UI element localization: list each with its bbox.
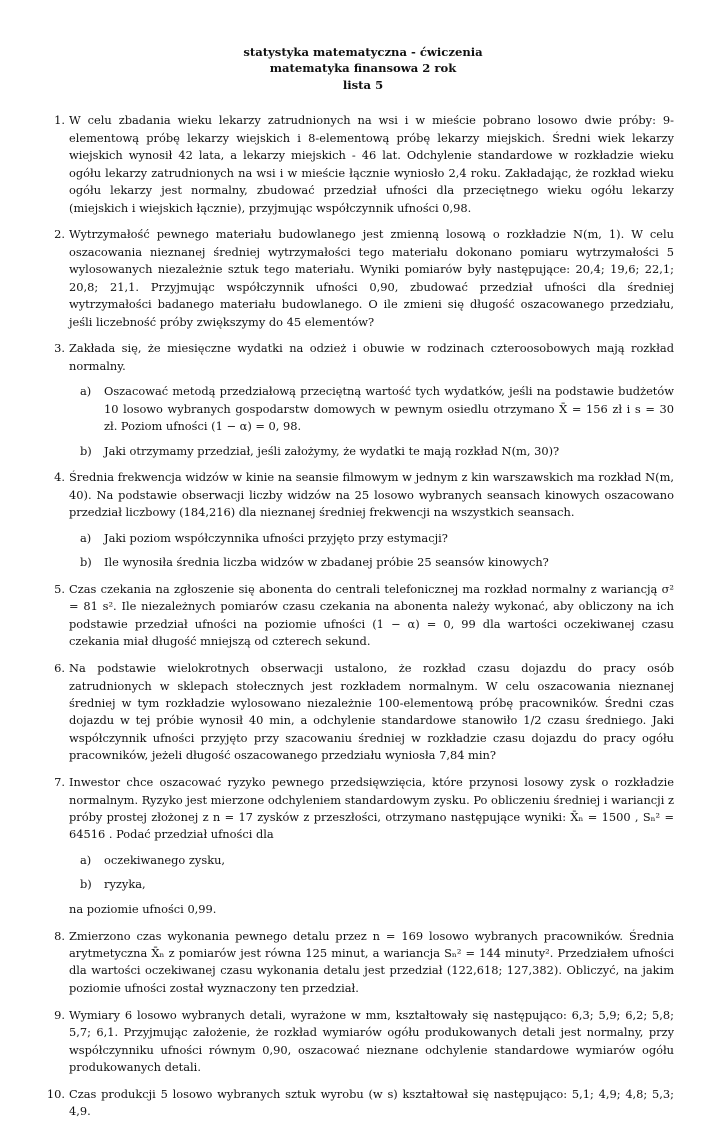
problem-tail-text: na poziomie ufności 0,99.: [69, 901, 217, 916]
problem-number: 7.: [54, 775, 65, 790]
subquestion-a: [69, 383, 674, 435]
subquestion-list: [69, 852, 674, 894]
problem-text: Wytrzymałość pewnego materiału budowlanego jest zmienną losową o rozkładzie N(m, 1). W celu oszacowania nieznanej średniej wytrzymałości tego materiału dokonano pomiaru wytrzymałości 5 wylosowanych niezależnie sztuk tego materiału. Wyniki pomiarów były następujące: 20,4; 19,6; 22,1; 20,8; 21,1. Przyjmując współczynnik ufności 0,90, zbudować przedział ufności dla średniej wytrzymałości badanego materiału budowlanego. O ile zmieni się długość oszacowanego przedziału, jeśli liczebność próby zwiększymy do 45 elementów?: [69, 227, 674, 329]
subquestion-text: oczekiwanego zysku,: [104, 852, 226, 867]
exercise-sheet: [46, 44, 674, 1130]
problem-text: Zakłada się, że miesięczne wydatki na odzież i obuwie w rodzinach czteroosobowych mają rozkład normalny.: [69, 341, 674, 373]
problem-list: [46, 112, 674, 1120]
subquestion-b: [69, 554, 674, 571]
subquestion-label: a): [80, 384, 92, 399]
problem-text: Na podstawie wielokrotnych obserwacji ustalono, że rozkład czasu dojazdu do pracy osób zatrudnionych w sklepach stołecznych jest rozkładem normalnym. W celu oszacowania nieznanej średniej w tym rozkładzie wylosowano niezależnie 100-elementową próbę pracowników. Średni czas dojazdu w tej próbie wynosił 40 min, a odchylenie standardowe stanowiło 1/2 czasu średniego. Jaki współczynnik ufności przyjęto przy szacowaniu średniej w rozkładzie czasu dojazdu do pracy ogółu pracowników, jeżeli długość oszacowanego przedziału wyniosła 7,84 min?: [69, 661, 674, 763]
problem-6: [52, 660, 674, 765]
problem-9: [52, 1007, 674, 1077]
problem-text: Średnia frekwencja widzów w kinie na seansie filmowym w jednym z kin warszawskich ma rozkład N(m, 40). Na podstawie obserwacji liczby widzów na 25 losowo wybranych seansach kinowych oszacowano przedział liczbowy (184,216) dla nieznanej średniej frekwencji na wszystkich seansach.: [69, 470, 674, 520]
problem-text: W celu zbadania wieku lekarzy zatrudnionych na wsi i w mieście pobrano losowo dwie próby: 9-elementową próbę lekarzy wiejskich i 8-elementową próbę lekarzy miejskich. Średni wiek lekarzy wiejskich wynosił 42 lata, a lekarzy miejskich - 46 lat. Odchylenie standardowe w rozkładzie wieku ogółu lekarzy zatrudnionych na wsi i w mieście łącznie wyniosło 2,4 roku. Zakładając, że rozkład wieku ogółu lekarzy jest normalny, zbudować przedział ufności dla przeciętnego wieku ogółu lekarzy (miejskich i wiejskich łącznie), przyjmując współczynnik ufności 0,98.: [69, 113, 674, 215]
problem-text: Czas produkcji 5 losowo wybranych sztuk wyrobu (w s) kształtował się następująco: 5,1; 4,9; 4,8; 5,3; 4,9.: [69, 1086, 674, 1119]
problem-4: [52, 469, 674, 571]
problem-text: Inwestor chce oszacować ryzyko pewnego przedsięwzięcia, które przynosi losowy zysk o rozkładzie normalnym. Ryzyko jest mierzone odchyleniem standardowym zysku. Po obliczeniu średniej i wariancji z próby prostej złożonej z n = 17 zysków z przeszłości, otrzymano następujące wyniki: X̄ₙ = 1500 , Sₙ² = 64516 . Podać przedział ufności dla: [69, 775, 674, 842]
program-title: matematyka finansowa 2 rok: [269, 61, 457, 76]
problem-number: 9.: [54, 1007, 65, 1022]
problem-8: [52, 928, 674, 998]
course-title: statystyka matematyczna - ćwiczenia: [243, 45, 483, 59]
problem-number: 1.: [54, 113, 65, 128]
problem-3: [52, 340, 674, 460]
problem-7: [52, 774, 674, 918]
problem-text: Zmierzono czas wykonania pewnego detalu przez n = 169 losowo wybranych pracowników. Średnia arytmetyczna X̄ₙ z pomiarów jest równa 125 minut, a wariancja Sₙ² = 144 minuty². Przedziałem ufności dla wartości oczekiwanej czasu wykonania detalu jest przedział (122,618; 127,382). Obliczyć, na jakim poziomie ufności został wyznaczony ten przedział.: [69, 928, 674, 995]
subquestion-text: Oszacować metodą przedziałową przeciętną wartość tych wydatków, jeśli na podstawie budżetów 10 losowo wybranych gospodarstw domowych w pewnym osiedlu otrzymano X̄ = 156 zł i s = 30 zł. Poziom ufności (1 − α) = 0, 98.: [104, 384, 674, 434]
problem-text: Wymiary 6 losowo wybranych detali, wyrażone w mm, kształtowały się następująco: 6,3; 5,9; 6,2; 5,8; 5,7; 6,1. Przyjmując założenie, że rozkład wymiarów ogółu produkowanych detali jest normalny, przy współczynniku ufności równym 0,90, oszacować nieznane odchylenie standardowe wymiarów ogółu produkowanych detali.: [69, 1007, 674, 1075]
subquestion-label: b): [80, 443, 92, 458]
subquestion-b: [69, 876, 674, 893]
problem-number: 2.: [54, 227, 65, 242]
subquestion-a: [69, 530, 674, 547]
subquestion-label: b): [80, 555, 92, 570]
problem-number: 8.: [54, 928, 65, 943]
subquestion-b: [69, 443, 674, 460]
problem-5: [52, 581, 674, 651]
subquestion-list: [69, 383, 674, 460]
problem-10: [46, 1086, 674, 1121]
sheet-header: [52, 44, 674, 93]
problem-number: 6.: [54, 661, 65, 676]
subquestion-label: a): [80, 530, 92, 545]
problem-text: Czas czekania na zgłoszenie się abonenta do centrali telefonicznej ma rozkład normalny z wariancją σ² = 81 s². Ile niezależnych pomiarów czasu czekania na abonenta należy wykonać, aby obliczony na ich podstawie przedział ufności na poziomie ufności (1 − α) = 0, 99 dla wartości oczekiwanej czasu czekania miał długość mniejszą od czterech sekund.: [69, 581, 674, 649]
problem-number: 4.: [54, 470, 65, 485]
subquestion-text: Jaki otrzymamy przedział, jeśli założymy, że wydatki te mają rozkład N(m, 30)?: [104, 443, 560, 458]
problem-number: 3.: [54, 341, 65, 356]
subquestion-text: Ile wynosiła średnia liczba widzów w zbadanej próbie 25 seansów kinowych?: [104, 555, 549, 570]
subquestion-a: [69, 852, 674, 869]
subquestion-list: [69, 530, 674, 572]
problem-1: [52, 112, 674, 217]
problem-2: [52, 226, 674, 331]
list-title: lista 5: [342, 77, 384, 92]
problem-number: 5.: [54, 581, 65, 596]
subquestion-label: b): [80, 877, 92, 892]
subquestion-text: ryzyka,: [104, 877, 146, 892]
subquestion-text: Jaki poziom współczynnika ufności przyjęto przy estymacji?: [104, 530, 448, 545]
problem-number: 10.: [46, 1086, 65, 1101]
subquestion-label: a): [80, 852, 92, 867]
